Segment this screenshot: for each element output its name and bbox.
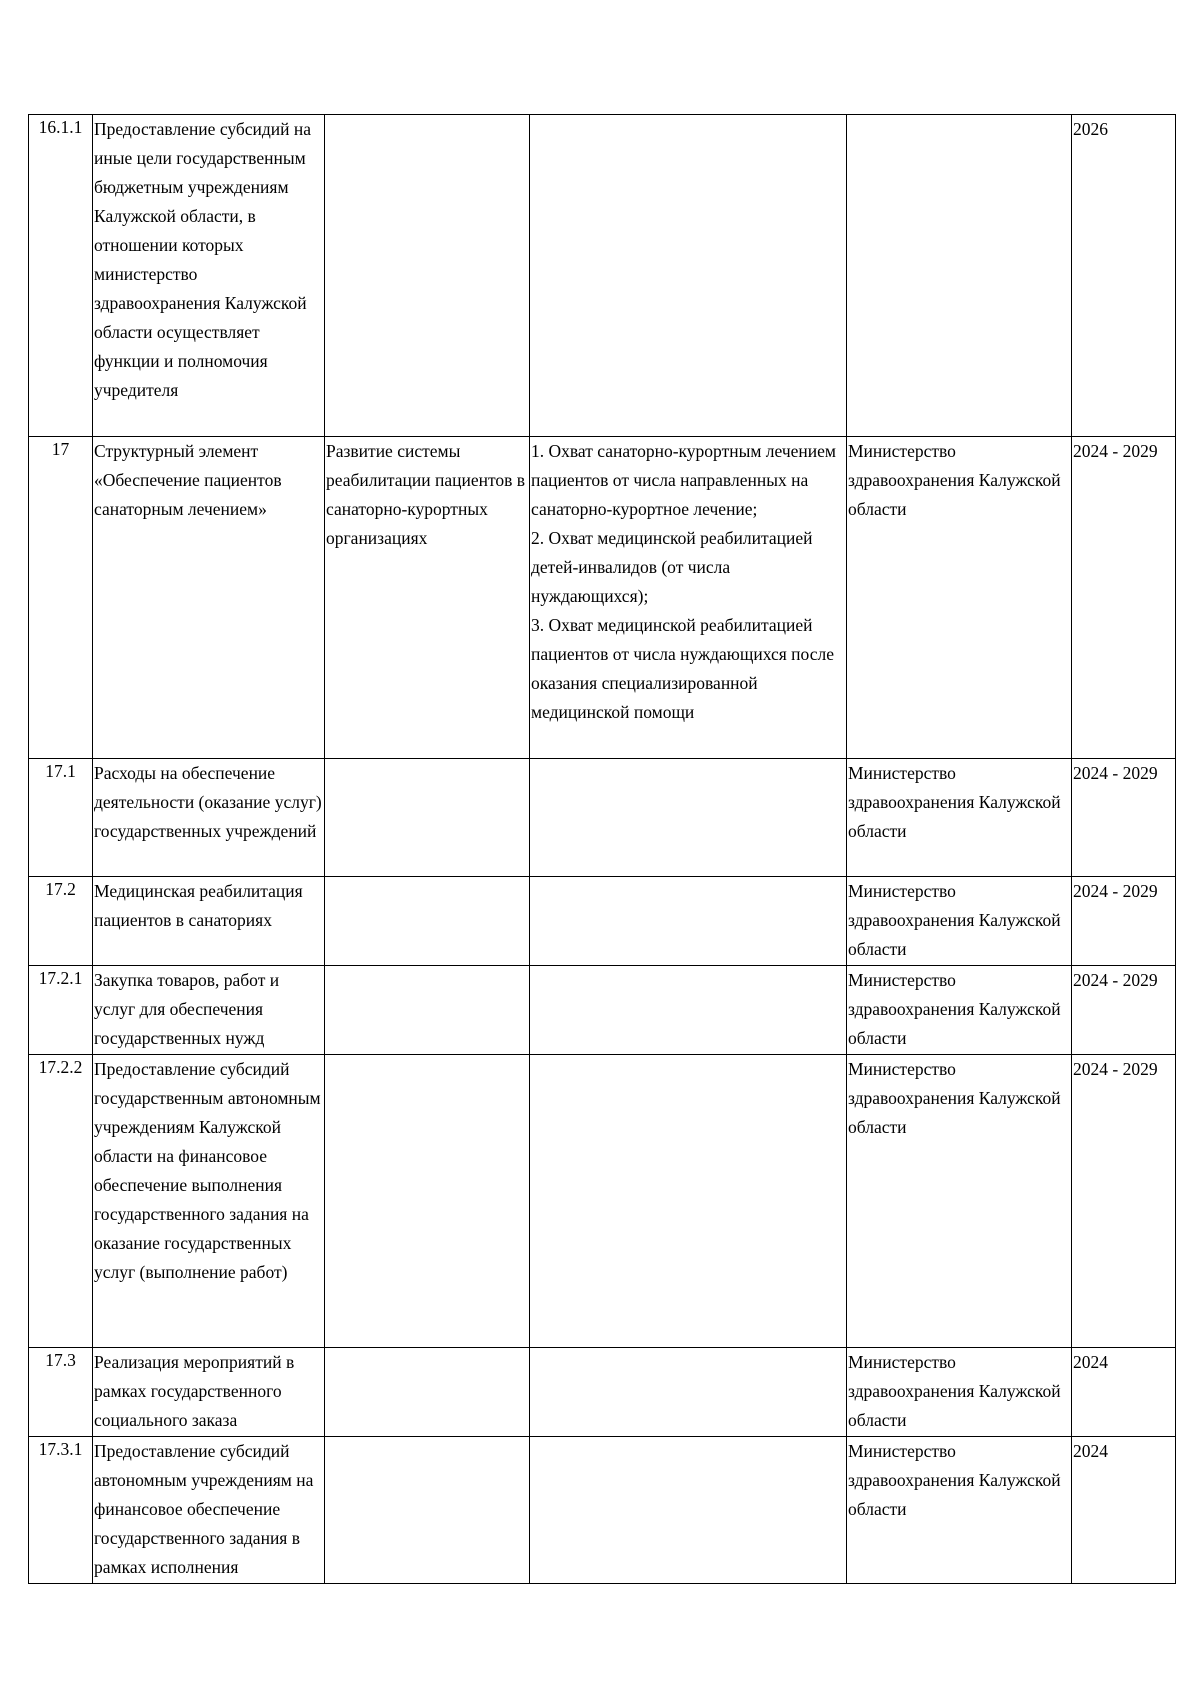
period-cell: 2024 - 2029 bbox=[1072, 759, 1176, 877]
indicators-cell bbox=[530, 1055, 847, 1348]
task-cell bbox=[325, 115, 530, 437]
period-cell: 2024 - 2029 bbox=[1072, 437, 1176, 759]
table-row bbox=[29, 115, 1176, 437]
table-row bbox=[29, 759, 1176, 877]
table-row bbox=[29, 1055, 1176, 1348]
measure-name: Медицинская реабилитация пациентов в санаториях bbox=[93, 877, 325, 966]
indicators-cell: 1. Охват санаторно-курортным лечением пациентов от числа направленных на санаторно-курортное лечение; 2. Охват медицинской реабилитацией детей-инвалидов (от числа нуждающихся); 3. Охват медицинской реабилитацией пациентов от числа нуждающихся после оказания специализированной медицинской помощи bbox=[530, 437, 847, 759]
table-row bbox=[29, 966, 1176, 1055]
row-number: 17.3 bbox=[29, 1348, 93, 1437]
row-number: 17.3.1 bbox=[29, 1437, 93, 1584]
task-cell bbox=[325, 966, 530, 1055]
executor-cell: Министерство здравоохранения Калужской области bbox=[847, 966, 1072, 1055]
executor-cell: Министерство здравоохранения Калужской области bbox=[847, 1055, 1072, 1348]
row-number: 17.2.2 bbox=[29, 1055, 93, 1348]
table-row bbox=[29, 1437, 1176, 1584]
executor-cell: Министерство здравоохранения Калужской области bbox=[847, 1437, 1072, 1584]
period-cell: 2024 bbox=[1072, 1348, 1176, 1437]
executor-cell: Министерство здравоохранения Калужской области bbox=[847, 437, 1072, 759]
row-number: 17.2.1 bbox=[29, 966, 93, 1055]
indicators-cell bbox=[530, 966, 847, 1055]
row-number: 17.2 bbox=[29, 877, 93, 966]
table-row bbox=[29, 437, 1176, 759]
measure-name: Предоставление субсидий автономным учреждениям на финансовое обеспечение государственного задания в рамках исполнения bbox=[93, 1437, 325, 1584]
measure-name: Структурный элемент «Обеспечение пациентов санаторным лечением» bbox=[93, 437, 325, 759]
period-cell: 2024 - 2029 bbox=[1072, 877, 1176, 966]
row-number: 17 bbox=[29, 437, 93, 759]
indicators-cell bbox=[530, 759, 847, 877]
indicators-cell bbox=[530, 877, 847, 966]
period-cell: 2024 bbox=[1072, 1437, 1176, 1584]
program-measures-table bbox=[28, 114, 1176, 1584]
measure-name: Расходы на обеспечение деятельности (оказание услуг) государственных учреждений bbox=[93, 759, 325, 877]
indicators-cell bbox=[530, 1348, 847, 1437]
task-cell: Развитие системы реабилитации пациентов в санаторно-курортных организациях bbox=[325, 437, 530, 759]
executor-cell: Министерство здравоохранения Калужской области bbox=[847, 877, 1072, 966]
measure-name: Реализация мероприятий в рамках государственного социального заказа bbox=[93, 1348, 325, 1437]
table-row bbox=[29, 1348, 1176, 1437]
row-number: 16.1.1 bbox=[29, 115, 93, 437]
executor-cell: Министерство здравоохранения Калужской области bbox=[847, 759, 1072, 877]
measure-name: Закупка товаров, работ и услуг для обеспечения государственных нужд bbox=[93, 966, 325, 1055]
period-cell: 2024 - 2029 bbox=[1072, 1055, 1176, 1348]
row-number: 17.1 bbox=[29, 759, 93, 877]
task-cell bbox=[325, 1437, 530, 1584]
indicators-cell bbox=[530, 115, 847, 437]
task-cell bbox=[325, 1348, 530, 1437]
executor-cell bbox=[847, 115, 1072, 437]
period-cell: 2026 bbox=[1072, 115, 1176, 437]
executor-cell: Министерство здравоохранения Калужской области bbox=[847, 1348, 1072, 1437]
task-cell bbox=[325, 877, 530, 966]
measure-name: Предоставление субсидий на иные цели государственным бюджетным учреждениям Калужской области, в отношении которых министерство здравоохранения Калужской области осуществляет функции и полномочия учредителя bbox=[93, 115, 325, 437]
indicators-cell bbox=[530, 1437, 847, 1584]
table-row bbox=[29, 877, 1176, 966]
period-cell: 2024 - 2029 bbox=[1072, 966, 1176, 1055]
task-cell bbox=[325, 1055, 530, 1348]
measure-name: Предоставление субсидий государственным автономным учреждениям Калужской области на финансовое обеспечение выполнения государственного задания на оказание государственных услуг (выполнение работ) bbox=[93, 1055, 325, 1348]
task-cell bbox=[325, 759, 530, 877]
